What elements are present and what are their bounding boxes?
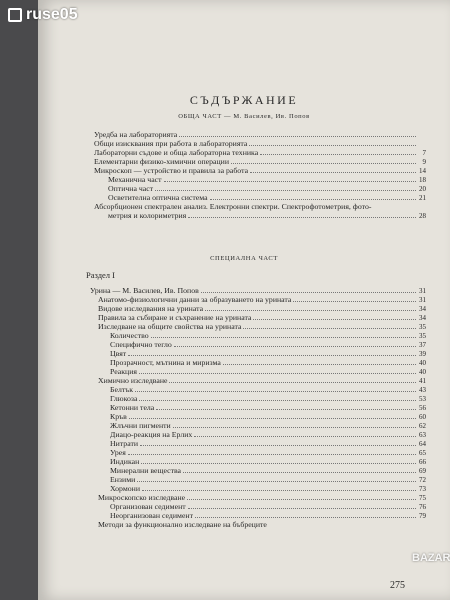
toc-entry-page: 64 (419, 440, 426, 448)
dot-leader (243, 328, 416, 329)
toc-entry-title: Жлъчни пигменти (110, 421, 171, 430)
dot-leader (142, 490, 416, 491)
watermark-logo: BAZAR (412, 552, 450, 564)
toc-entry-page: 76 (419, 503, 426, 511)
toc-entry-title: Осветителна оптична система (108, 193, 208, 202)
toc-entry-title: Урея (110, 448, 126, 457)
page-title: СЪДЪРЖАНИЕ (189, 93, 299, 107)
toc-entry-title: Организован седимент (110, 502, 186, 511)
toc-entry-page: 53 (419, 395, 426, 403)
dot-leader (260, 154, 416, 155)
dot-leader (210, 199, 416, 200)
toc-entry-title: Минерални вещества (110, 466, 182, 475)
dot-leader (250, 172, 416, 173)
toc-entry-page: 40 (419, 359, 426, 367)
dot-leader (139, 373, 416, 374)
toc-entry-title: Лабораторни съдове и обща лабораторна техника (94, 148, 259, 157)
book-page (38, 0, 450, 600)
toc-entry-title: Микроскоп — устройство и правила за работа (94, 166, 249, 175)
toc-entry-title: Неорганизован седимент (110, 511, 194, 520)
toc-entry-page: 34 (419, 305, 426, 313)
dot-leader (293, 301, 416, 302)
section-label: Раздел I (86, 270, 115, 280)
toc-entry-title: Индикан (110, 457, 140, 466)
toc-entry-title: Уредба на лабораторията (94, 130, 178, 139)
toc-entry-page: 20 (419, 185, 426, 193)
dot-leader (173, 427, 416, 428)
logo-square-icon (8, 8, 22, 22)
toc-entry-title: Белтък (110, 385, 134, 394)
toc-entry-title: Микроскопско изследване (98, 493, 186, 502)
dot-leader (151, 337, 416, 338)
toc-entry-page: 31 (419, 296, 426, 304)
dot-leader (174, 346, 416, 347)
toc-entry-page: 14 (419, 167, 426, 175)
toc-entry-title: Изследване на общите свойства на урината (98, 322, 242, 331)
toc-entry-title: Диацо-реакция на Ерлих (110, 430, 193, 439)
toc-entry-title: Нитрати (110, 439, 139, 448)
special-part-heading: СПЕЦИАЛНА ЧАСТ (210, 255, 278, 262)
dot-leader (135, 391, 416, 392)
toc-entry-title: Реакция (110, 367, 137, 376)
toc-entry-page: 18 (419, 176, 426, 184)
toc-entry (94, 139, 426, 148)
dot-leader (201, 292, 416, 293)
toc-entry-title: Видове изследвания на урината (98, 304, 204, 313)
dot-leader (195, 517, 416, 518)
toc-entry-title: Глюкоза (110, 394, 138, 403)
dot-leader (188, 508, 416, 509)
toc-entry-page: 65 (419, 449, 426, 457)
brand-text: ruse05 (26, 6, 78, 23)
dot-leader (194, 436, 416, 437)
toc-entry-page: 73 (419, 485, 426, 493)
toc-entry-title: Механична част (108, 175, 162, 184)
dot-leader (140, 445, 416, 446)
toc-entry (94, 130, 426, 139)
dot-leader (141, 463, 416, 464)
toc-entry (98, 520, 426, 529)
toc-entry-title: Урина — М. Василев, Ив. Попов (90, 286, 199, 295)
dot-leader (156, 409, 416, 410)
toc-entry-title: метрия и колориметрия (108, 211, 187, 220)
toc-entry-page: 31 (419, 287, 426, 295)
toc-entry-page: 62 (419, 422, 426, 430)
toc-entry-title: Правила за събиране и съхранение на урината (98, 313, 252, 322)
toc-entry-page: 43 (419, 386, 426, 394)
toc-entry-page: 60 (419, 413, 426, 421)
page-number: 275 (390, 580, 405, 591)
toc-entry-title: Количество (110, 331, 149, 340)
table-of-contents (38, 0, 450, 600)
dot-leader (183, 472, 416, 473)
dot-leader (129, 418, 416, 419)
dot-leader (155, 190, 416, 191)
toc-entry-title: Общи изисквания при работа в лабораторията (94, 139, 248, 148)
toc-entry-page: 34 (419, 314, 426, 322)
toc-entry-page: 56 (419, 404, 426, 412)
dot-leader (179, 136, 416, 137)
toc-entry-page: 75 (419, 494, 426, 502)
toc-entry-page: 35 (419, 323, 426, 331)
dot-leader (164, 181, 416, 182)
toc-entry-title: Ензими (110, 475, 136, 484)
toc-entry-title: Анатомо-физиологични данни за образуването на урината (98, 295, 292, 304)
brand-logo (8, 6, 78, 24)
toc-entry-page: 79 (419, 512, 426, 520)
dot-leader (169, 382, 416, 383)
general-part-heading: ОБЩА ЧАСТ — М. Василев, Ив. Попов (178, 113, 310, 120)
toc-entry (108, 211, 426, 221)
toc-entry-page: 40 (419, 368, 426, 376)
toc-entry-page: 72 (419, 476, 426, 484)
dot-leader (231, 163, 416, 164)
toc-entry-title: Химично изследване (98, 376, 168, 385)
toc-entry-title: Цвят (110, 349, 127, 358)
toc-entry-page: 39 (419, 350, 426, 358)
dot-leader (249, 145, 416, 146)
toc-entry-title: Оптична част (108, 184, 154, 193)
toc-entry (94, 202, 426, 211)
toc-entry-page: 7 (422, 149, 426, 157)
toc-entry-page: 28 (419, 212, 426, 220)
dot-leader (128, 355, 416, 356)
toc-entry-title: Елементарни физико-химични операции (94, 157, 230, 166)
toc-entry-title: Методи за функционално изследване на бъбреците (98, 520, 267, 529)
dot-leader (139, 400, 416, 401)
toc-entry-title: Кетонни тела (110, 403, 155, 412)
toc-entry-page: 41 (419, 377, 426, 385)
dot-leader (188, 217, 416, 218)
toc-entry-title: Прозрачност, мътнина и миризма (110, 358, 221, 367)
dot-leader (223, 364, 416, 365)
dot-leader (205, 310, 416, 311)
toc-entry-title: Специфично тегло (110, 340, 172, 349)
toc-entry-page: 37 (419, 341, 426, 349)
toc-entry-page: 66 (419, 458, 426, 466)
toc-entry-page: 63 (419, 431, 426, 439)
toc-entry-page: 9 (422, 158, 426, 166)
toc-entry-title: Абсорбционен спектрален анализ. Електронни спектри. Спектрофотометрия, фото- (94, 202, 372, 211)
dot-leader (187, 499, 416, 500)
toc-entry-page: 69 (419, 467, 426, 475)
toc-entry-title: Хормони (110, 484, 140, 493)
dot-leader (137, 481, 416, 482)
toc-entry-page: 21 (419, 194, 426, 202)
dot-leader (253, 319, 416, 320)
toc-entry-title: Кръв (110, 412, 127, 421)
toc-entry-page: 35 (419, 332, 426, 340)
dot-leader (128, 454, 416, 455)
